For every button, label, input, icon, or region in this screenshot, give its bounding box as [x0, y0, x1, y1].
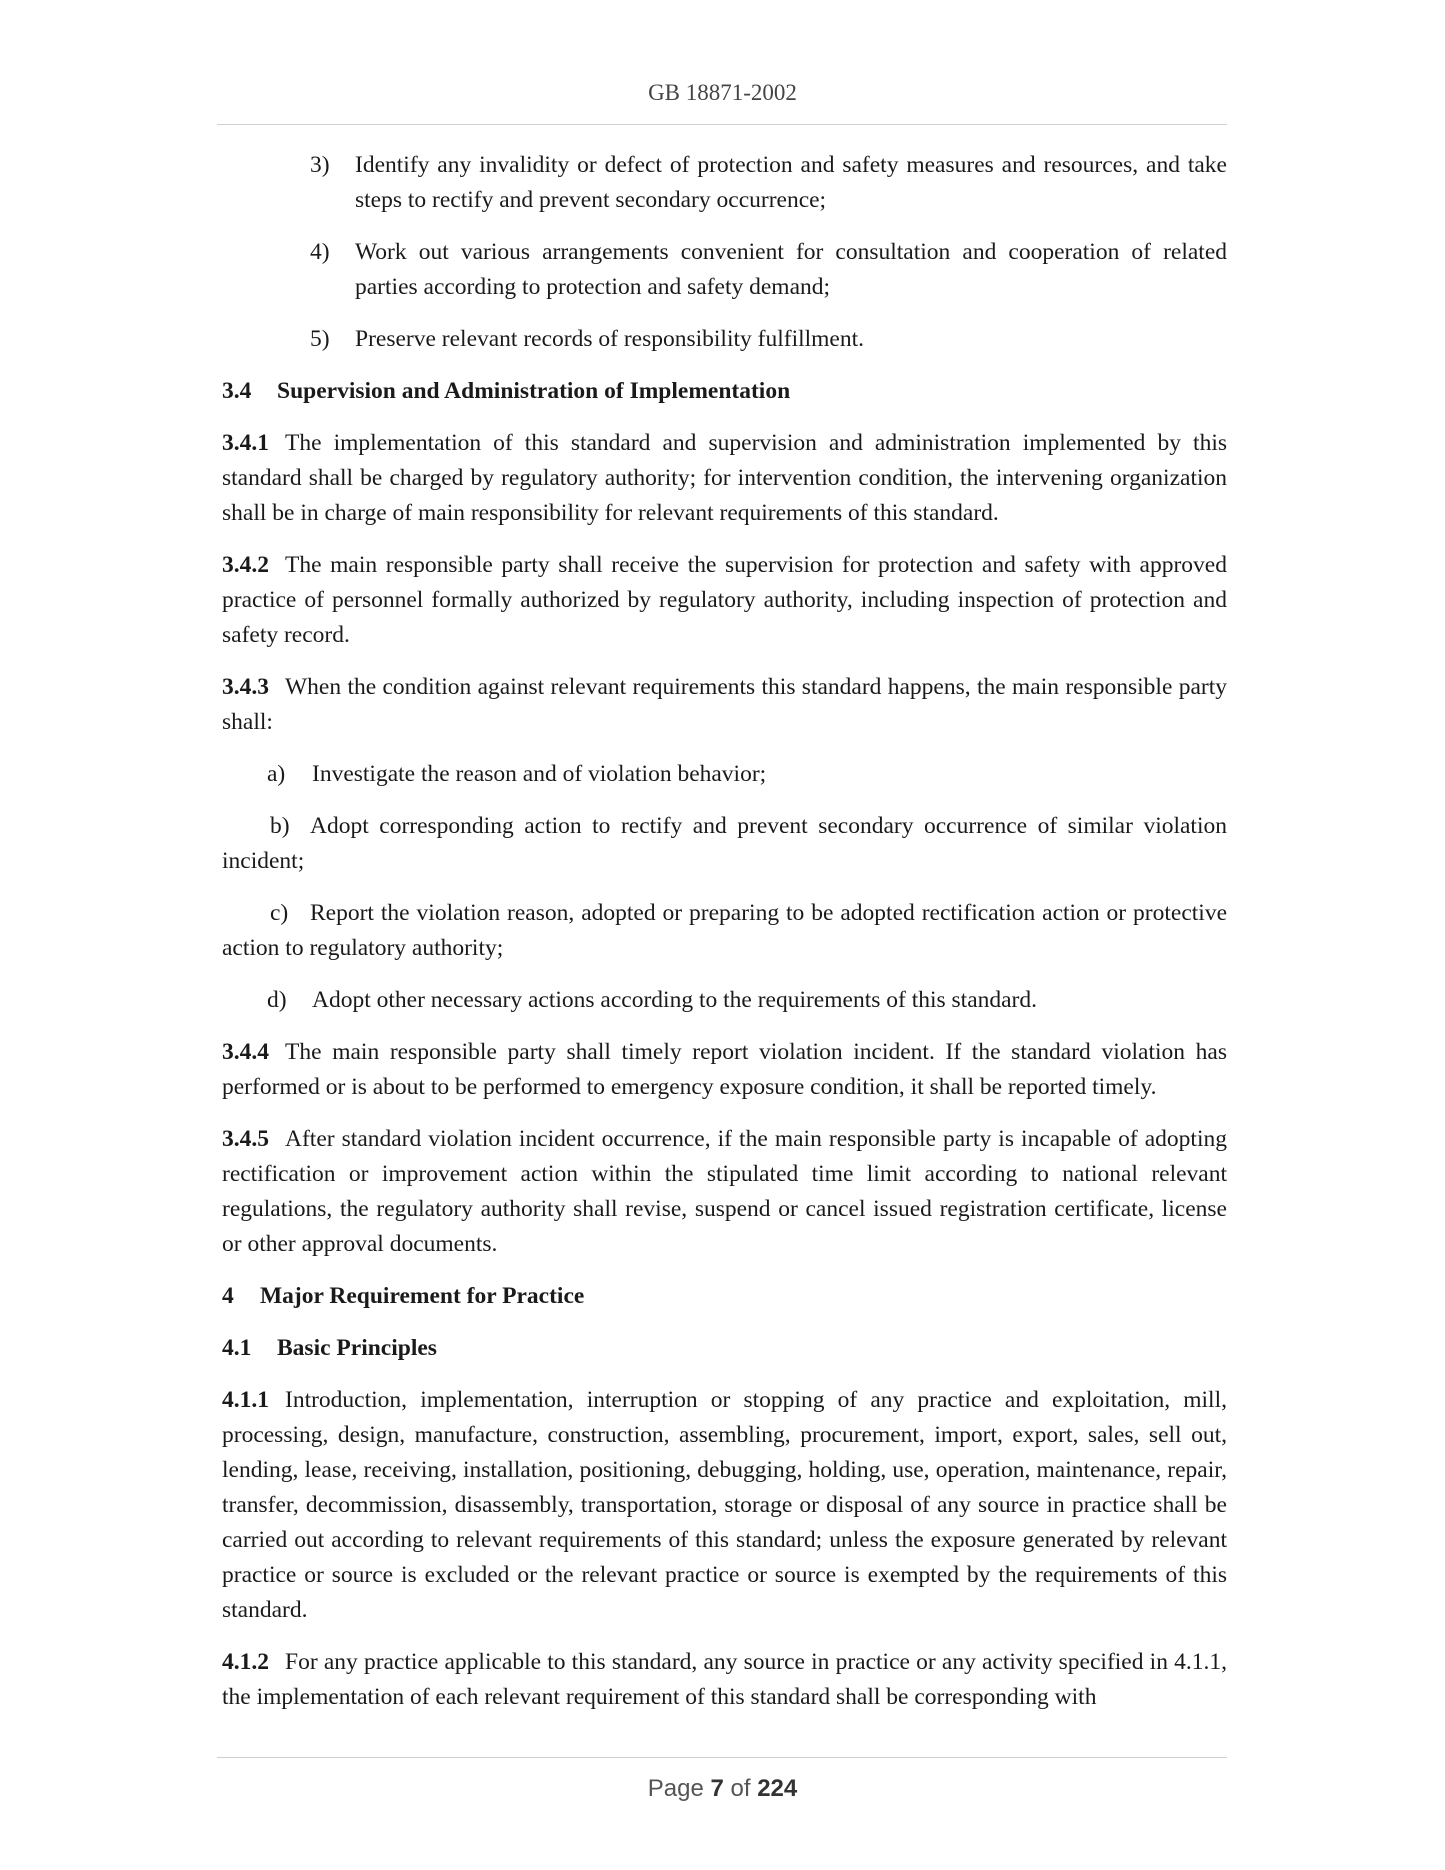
list-item — [310, 148, 1227, 218]
clause-3-4-4 — [222, 1035, 1227, 1105]
list-item — [222, 809, 1227, 879]
list-item-text: Identify any invalidity or defect of protection and safety measures and resources, and take steps to rectify and prevent secondary occurrence; — [355, 152, 1227, 213]
list-item-letter: c) — [270, 900, 289, 926]
section-number: 3.4 — [222, 378, 252, 404]
clause-text: Introduction, implementation, interruption or stopping of any practice and exploitation, mill, processing, design, manufacture, construction, assembling, procurement, import, export, sales, sell out, lending, lease, receiving, installation, positioning, debugging, holding, use, operation, maintenance, repair, transfer, decommission, disassembly, transportation, storage or disposal of any source in practice shall be carried out according to relevant requirements of this standard; unless the exposure generated by relevant practice or source is excluded or the relevant practice or source is exempted by the requirements of this standard. — [222, 1387, 1227, 1623]
list-item — [222, 896, 1227, 966]
clause-text: After standard violation incident occurrence, if the main responsible party is incapable of adopting rectification or improvement action within the stipulated time limit according to national relevant regulations, the regulatory authority shall revise, suspend or cancel issued registration certificate, license or other approval documents. — [222, 1126, 1227, 1257]
clause-number: 3.4.4 — [222, 1039, 269, 1065]
clause-3-4-1 — [222, 426, 1227, 531]
section-heading-3-4 — [222, 374, 1227, 409]
section-title: Supervision and Administration of Implementation — [277, 378, 791, 404]
page-number: 7 — [710, 1775, 724, 1802]
page-content — [222, 148, 1227, 1732]
clause-number: 3.4.1 — [222, 430, 269, 456]
clause-4-1-1 — [222, 1383, 1227, 1628]
list-item-text: Preserve relevant records of responsibility fulfillment. — [355, 326, 865, 352]
header-divider — [217, 124, 1227, 125]
clause-3-4-2 — [222, 548, 1227, 653]
section-title: Basic Principles — [277, 1335, 437, 1361]
document-header: GB 18871-2002 — [648, 80, 797, 105]
clause-text: The implementation of this standard and supervision and administration implemented by this standard shall be charged by regulatory authority; for intervention condition, the intervening organization shall be in charge of main responsibility for relevant requirements of this standard. — [222, 430, 1227, 526]
section-number: 4.1 — [222, 1335, 252, 1361]
clause-text: The main responsible party shall receive the supervision for protection and safety with approved practice of personnel formally authorized by regulatory authority, including inspection of protection and safety record. — [222, 552, 1227, 648]
clause-number: 4.1.1 — [222, 1387, 269, 1413]
list-item-text: Work out various arrangements convenient for consultation and cooperation of related parties according to protection and safety demand; — [355, 239, 1227, 300]
section-title: Major Requirement for Practice — [260, 1283, 585, 1309]
list-item-number: 5) — [310, 326, 330, 352]
list-item — [310, 235, 1227, 305]
list-item-number: 4) — [310, 239, 330, 265]
clause-number: 3.4.5 — [222, 1126, 269, 1152]
page-word: Page — [647, 1775, 704, 1802]
list-item-text: Report the violation reason, adopted or preparing to be adopted rectification action or protective action to regulatory authority; — [222, 900, 1227, 961]
clause-4-1-2 — [222, 1645, 1227, 1715]
page-footer — [0, 1775, 1445, 1803]
clause-3-4-3 — [222, 670, 1227, 740]
list-item-letter: b) — [270, 813, 290, 839]
list-item-number: 3) — [310, 152, 330, 178]
list-item-text: Adopt other necessary actions according to the requirements of this standard. — [312, 987, 1038, 1013]
list-item-letter: d) — [267, 987, 287, 1013]
list-item-letter: a) — [267, 761, 286, 787]
clause-text: For any practice applicable to this standard, any source in practice or any activity specified in 4.1.1, the implementation of each relevant requirement of this standard shall be corresponding with — [222, 1649, 1227, 1710]
clause-text: When the condition against relevant requirements this standard happens, the main responsible party shall: — [222, 674, 1227, 735]
section-heading-4-1 — [222, 1331, 1227, 1366]
list-item — [267, 757, 1227, 792]
list-item — [310, 322, 1227, 357]
section-number: 4 — [222, 1283, 234, 1309]
clause-number: 4.1.2 — [222, 1649, 269, 1675]
clause-3-4-5 — [222, 1122, 1227, 1262]
list-item-text: Investigate the reason and of violation behavior; — [312, 761, 767, 787]
page-total: 224 — [757, 1775, 798, 1802]
clause-number: 3.4.2 — [222, 552, 269, 578]
clause-text: The main responsible party shall timely report violation incident. If the standard violation has performed or is about to be performed to emergency exposure condition, it shall be reported timely. — [222, 1039, 1227, 1100]
section-heading-4 — [222, 1279, 1227, 1314]
footer-divider — [217, 1757, 1227, 1758]
list-item — [267, 983, 1227, 1018]
clause-number: 3.4.3 — [222, 674, 269, 700]
list-item-text: Adopt corresponding action to rectify and prevent secondary occurrence of similar violation incident; — [222, 813, 1227, 874]
of-word: of — [730, 1775, 751, 1802]
